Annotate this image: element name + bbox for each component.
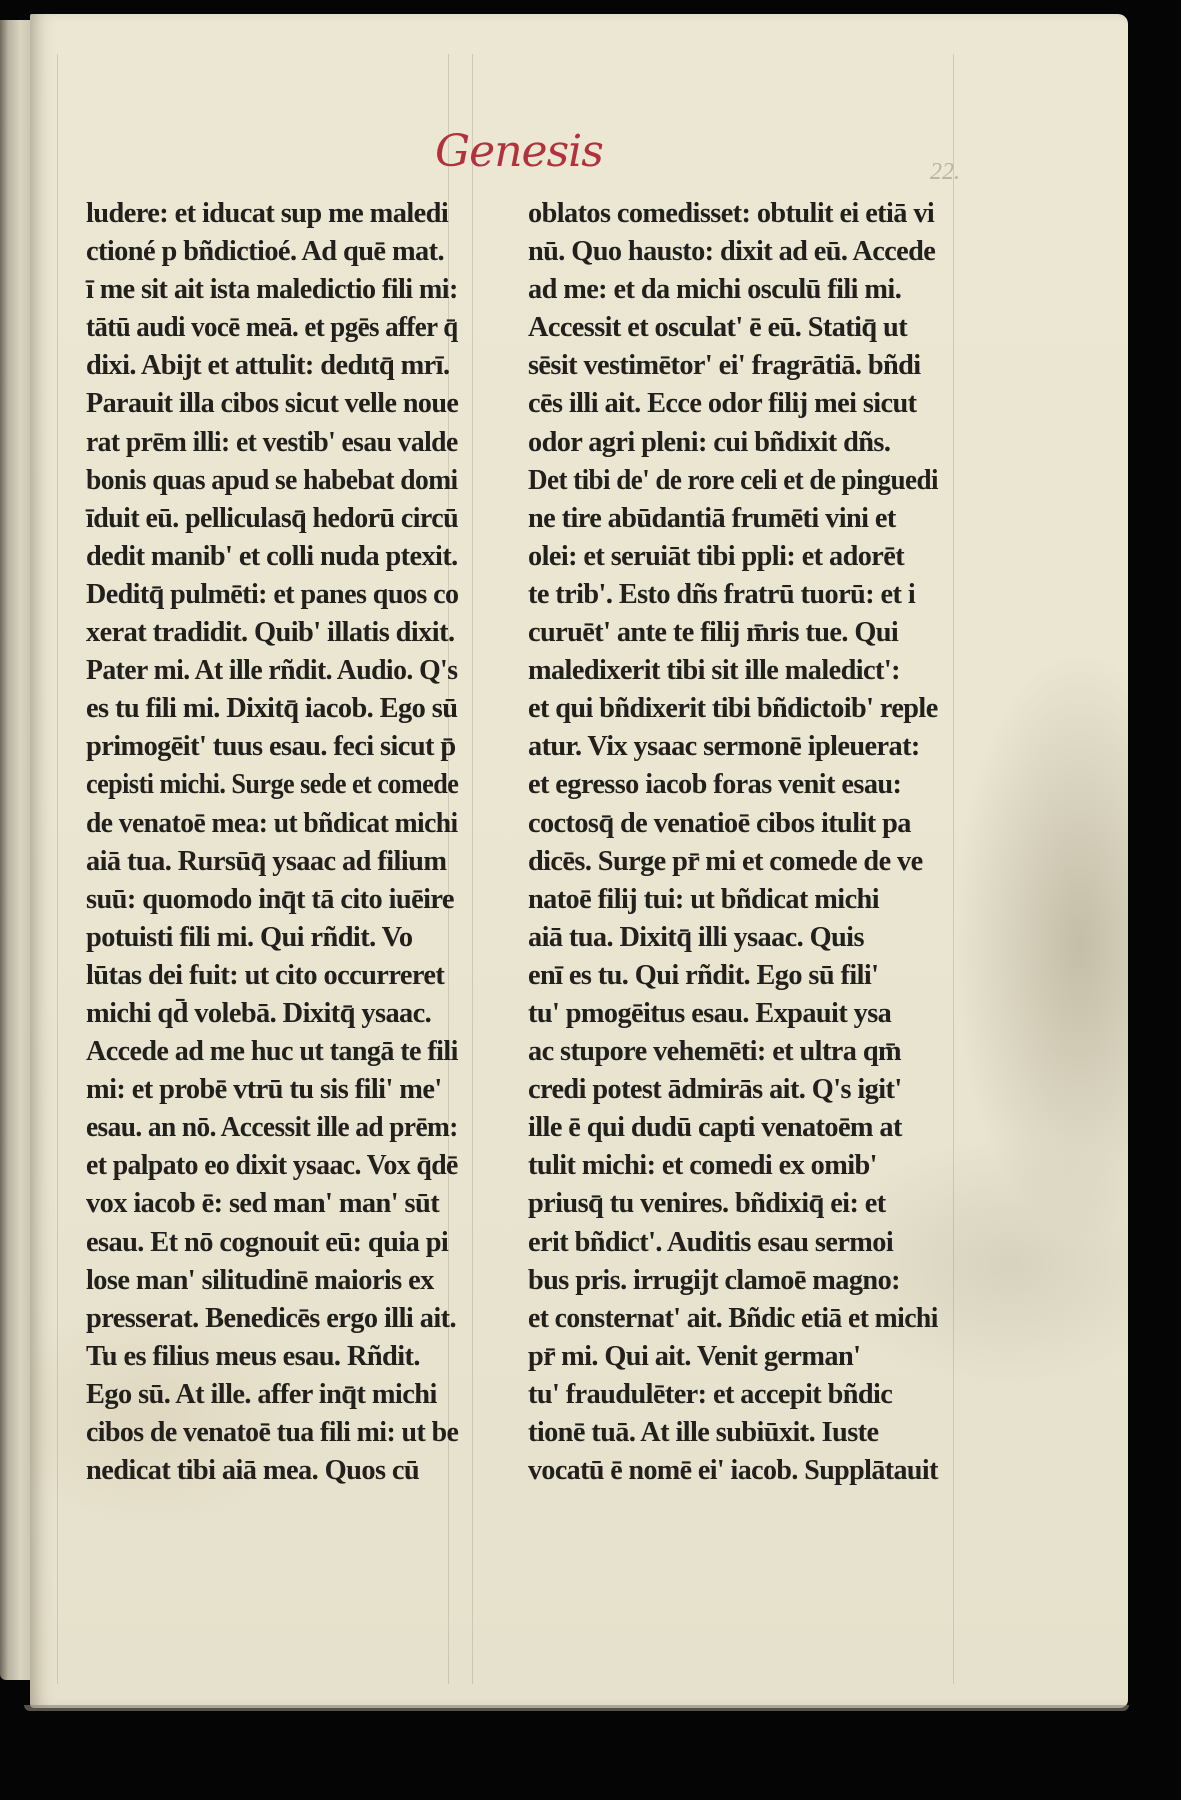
text-line: Ego sū. At ille. affer inq̄t michi <box>86 1377 437 1410</box>
text-line: dicēs. Surge pr̄ mi et comede de ve <box>528 844 923 877</box>
text-line: michi qd̄ volebā. Dixitq̄ ysaac. <box>86 996 432 1029</box>
text-line: vox iacob ē: sed man' man' sūt <box>86 1187 440 1220</box>
text-line: lūtas dei fuit: ut cito occurreret <box>86 958 445 991</box>
text-line: dedit manib' et colli nuda ptexit. <box>86 539 458 572</box>
text-line: Pater mi. At ille rñdit. Audio. Q's <box>86 654 458 687</box>
text-line: aiā tua. Dixitq̄ illi ysaac. Quis <box>528 920 864 953</box>
text-line: nū. Quo hausto: dixit ad eū. Accede <box>528 235 936 268</box>
text-line: curuēt' ante te filij m̄ris tue. Qui <box>528 616 899 649</box>
text-line: aiā tua. Rursūq̄ ysaac ad filium <box>86 844 447 877</box>
text-line: atur. Vix ysaac sermonē ipleuerat: <box>528 730 920 763</box>
text-line: vocatū ē nomē ei' iacob. Supplātauit <box>528 1454 938 1487</box>
text-line: Tu es filius meus esau. Rñdit. <box>86 1339 420 1372</box>
ruling-line <box>472 54 473 1684</box>
text-line: oblatos comedisset: obtulit ei etiā vi <box>528 197 935 229</box>
text-line: tulit michi: et comedi ex omib' <box>528 1149 877 1182</box>
text-line: primogēit' tuus esau. feci sicut p̄ <box>86 730 456 763</box>
text-line: et palpato eo dixit ysaac. Vox q̄dē <box>86 1149 458 1182</box>
manuscript-page <box>30 14 1128 1708</box>
text-line: ille ē qui dudū capti venatoēm at <box>528 1111 902 1144</box>
text-line: esau. Et nō cognouit eū: quia pi <box>86 1225 449 1258</box>
text-line: xerat tradidit. Quib' illatis dixit. <box>86 616 455 649</box>
text-line: tātū audi vocē meā. et pgēs affer q̄ <box>86 311 458 344</box>
text-line: natoē filij tui: ut bñdicat michi <box>528 882 879 915</box>
text-line: mi: et probē vtrū tu sis fili' me' <box>86 1073 442 1106</box>
previous-leaf-edge <box>0 20 34 1680</box>
text-line: ctioné p bñdictioé. Ad quē mat. <box>86 235 445 268</box>
text-line: tionē tuā. At ille subiūxit. Iuste <box>528 1416 879 1448</box>
text-line: cēs illi ait. Ecce odor filij mei sicut <box>528 387 917 420</box>
text-line: tu' fraudulēter: et accepit bñdic <box>528 1377 893 1410</box>
text-line: presserat. Benedicēs ergo illi ait. <box>86 1301 457 1334</box>
text-line: coctosq̄ de venatioē cibos itulit pa <box>528 806 911 839</box>
text-line: dixi. Abijt et attulit: dedıtq̄ mrī. <box>86 349 450 382</box>
text-line: olei: et seruiāt tibi ppli: et adorēt <box>528 539 905 572</box>
text-line: bus pris. irrugijt clamoē magno: <box>528 1263 900 1296</box>
text-line: ludere: et iducat sup me maledi <box>86 197 449 229</box>
text-line: Accessit et osculat' ē eū. Statiq̄ ut <box>528 311 908 344</box>
text-line: esau. an nō. Accessit ille ad prēm: <box>86 1111 458 1144</box>
text-line: erit bñdict'. Auditis esau sermoi <box>528 1225 894 1258</box>
text-line: es tu fili mi. Dixitq̄ iacob. Ego sū <box>86 692 458 725</box>
ruling-line <box>953 54 954 1684</box>
text-line: nedicat tibi aiā mea. Quos cū <box>86 1454 420 1487</box>
text-column-right <box>528 194 948 1489</box>
text-line: ne tire abūdantiā frumēti vini et <box>528 501 896 534</box>
running-heading: Genesis <box>435 126 603 177</box>
page-bottom-edge <box>24 1705 1129 1711</box>
text-line: ad me: et da michi osculū fili mi. <box>528 273 902 306</box>
text-line: Parauit illa cibos sicut velle noue <box>86 387 459 420</box>
text-column-left <box>86 194 466 1489</box>
text-line: īduit eū. pelliculasq̄ hedorū circū <box>86 501 459 534</box>
folio-number: 22. <box>930 159 960 185</box>
text-line: sēsit vestimētor' ei' fragrātiā. bñdi <box>528 349 921 382</box>
text-line: cepisti michi. Surge sede et comede <box>86 768 459 801</box>
text-line: suū: quomodo inq̄t tā cito iuēire <box>86 882 454 915</box>
text-line: ī me sit ait ista maledictio fili mi: <box>86 273 458 306</box>
text-line: Accede ad me huc ut tangā te fili <box>86 1035 458 1068</box>
text-line: cibos de venatoē tua fili mi: ut be <box>86 1416 459 1448</box>
text-line: credi potest ādmirās ait. Q's igit' <box>528 1073 902 1106</box>
text-line: bonis quas apud se habebat domi <box>86 463 458 496</box>
text-line: Det tibi de' de rore celi et de pinguedi <box>528 463 938 496</box>
text-line: te trib'. Esto dñs fratrū tuorū: et i <box>528 577 916 610</box>
text-line: ac stupore vehemēti: et ultra qm̄ <box>528 1035 901 1068</box>
text-line: odor agri pleni: cui bñdixit dñs. <box>528 425 891 458</box>
text-line: potuisti fili mi. Qui rñdit. Vo <box>86 920 413 953</box>
text-line: pr̄ mi. Qui ait. Venit german' <box>528 1339 861 1372</box>
text-line: rat prēm illi: et vestib' esau valde <box>86 425 458 458</box>
text-line: de venatoē mea: ut bñdicat michi <box>86 806 458 839</box>
ruling-line <box>57 54 58 1684</box>
text-line: enī es tu. Qui rñdit. Ego sū fili' <box>528 958 879 991</box>
text-line: et egresso iacob foras venit esau: <box>528 768 902 801</box>
text-line: et qui bñdixerit tibi bñdictoib' reple <box>528 692 938 725</box>
text-line: et consternat' ait. Bñdic etiā et michi <box>528 1301 938 1334</box>
text-line: tu' pmogēitus esau. Expauit ysa <box>528 996 892 1029</box>
text-line: maledixerit tibi sit ille maledict': <box>528 654 900 687</box>
text-line: priusq̄ tu venires. bñdixiq̄ ei: et <box>528 1187 886 1220</box>
text-line: Deditq̄ pulmēti: et panes quos co <box>86 577 459 610</box>
text-line: lose man' silitudinē maioris ex <box>86 1263 434 1296</box>
